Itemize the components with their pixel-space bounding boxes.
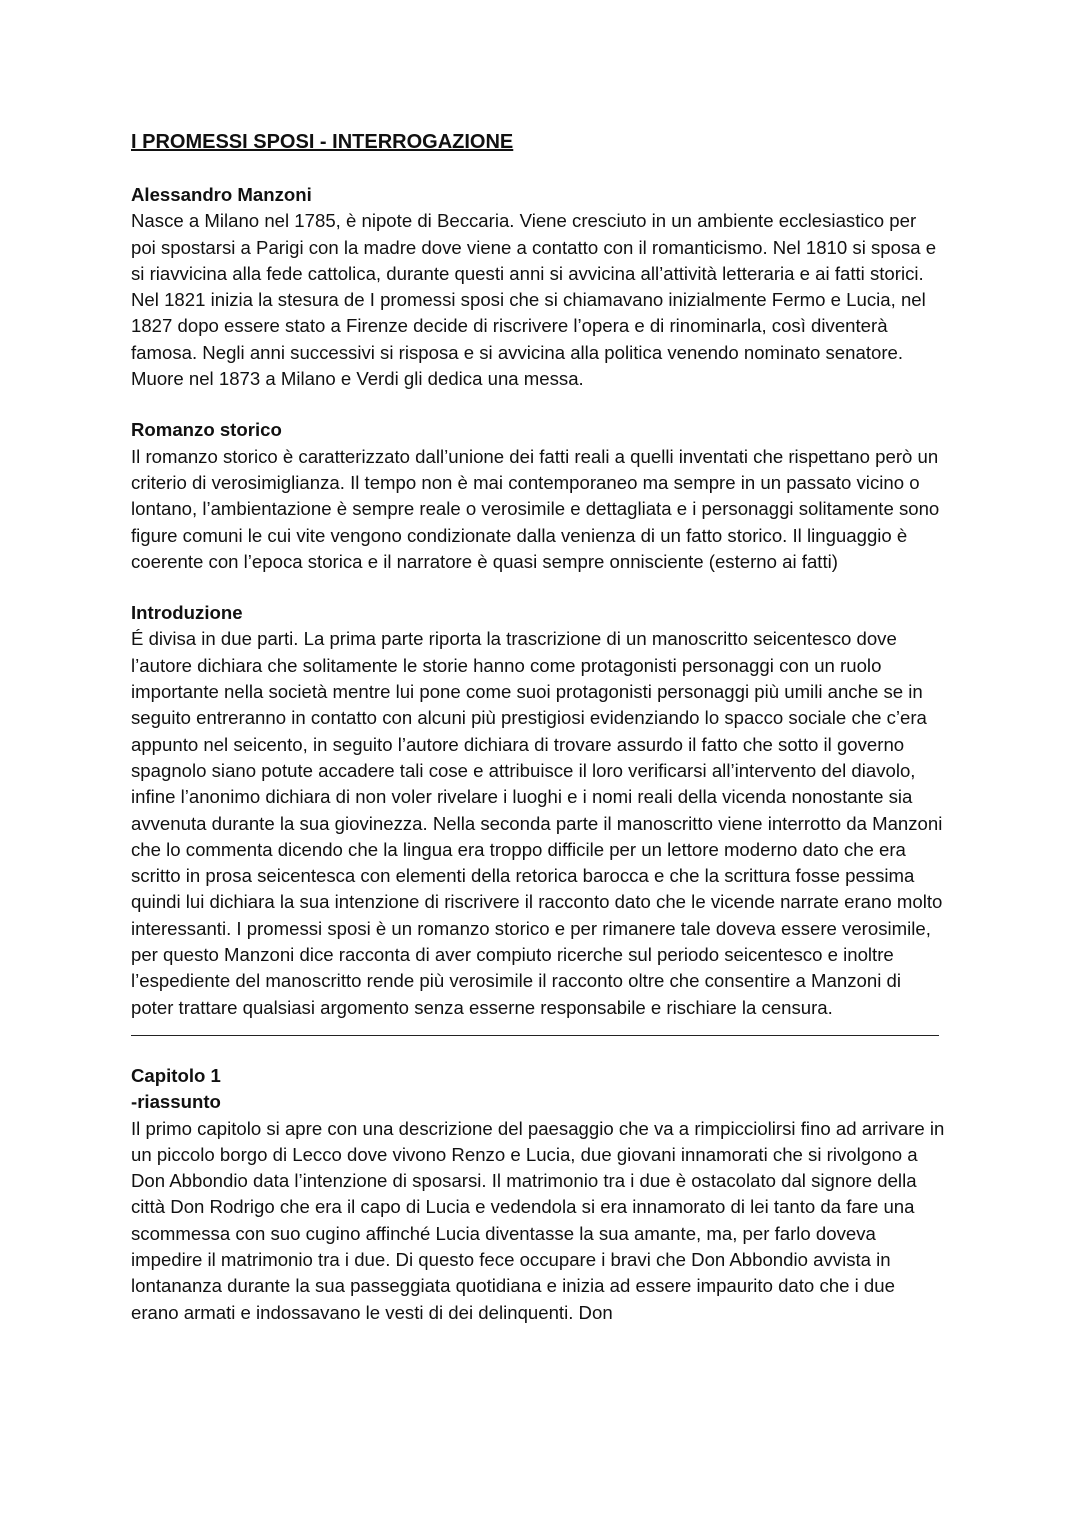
chapter-heading: Capitolo 1 (131, 1064, 221, 1086)
section-body-manzoni: Nasce a Milano nel 1785, è nipote di Beccaria. Viene cresciuto in un ambiente ecclesiastico per poi spostarsi a Parigi con la madre dove viene a contatto con il romanticismo. Nel 1810 si sposa e si riavvicina alla fede cattolica, durante questi anni si avvicina all’attività letteraria e ai fatti storici. Nel 1821 inizia la stesura de I promessi sposi che si chiamavano inizialmente Fermo e Lucia, nel 1827 dopo essere stato a Firenze decide di riscrivere l’opera e di rinominarla, così diventerà famosa. Negli anni successivi si risposa e si avvicina alla politica venendo nominato senatore. Muore nel 1873 a Milano e Verdi gli dedica una messa. (131, 210, 937, 390)
chapter-subheading: -riassunto (131, 1091, 221, 1113)
document-page (131, 128, 946, 1326)
section-body-introduzione: É divisa in due parti. La prima parte riporta la trascrizione di un manoscritto seicentesco dove l’autore dichiara che solitamente le storie hanno come protagonisti personaggi con un ruolo importante nella società mentre lui pone come suoi protagonisti personaggi più umili anche se in seguito entreranno in contatto con alcuni più prestigiosi evidenziando lo spacco sociale che c’era appunto nel seicento, in seguito l’autore dichiara di trovare assurdo il fatto che sotto il governo spagnolo siano potute accadere tali cose e attribuisce il loro verificarsi all’intervento del diavolo, infine l’anonimo dichiara di non voler rivelare i luoghi e i nomi reali della vicenda nonostante sia avvenuta durante la sua giovinezza. Nella seconda parte il manoscritto viene interrotto da Manzoni che lo commenta dicendo che la lingua era troppo difficile per un lettore moderno dato che era scritto in prosa seicentesca con elementi della retorica barocca e che la scrittura fosse pessima quindi lui dichiara la sua intenzione di riscrivere il racconto dato che le vicende narrate erano molto interessanti. I promessi sposi è un romanzo storico e per rimanere tale doveva essere verosimile, per questo Manzoni dice racconta di aver compiuto ricerche sul periodo seicentesco e inoltre l’espediente del manoscritto rende più verosimile il racconto oltre che consentire a Manzoni di poter trattare qualsiasi argomento senza esserne responsabile e rischiare la censura. (131, 628, 943, 1018)
section-heading-introduzione: Introduzione (131, 602, 243, 624)
section-body-romanzo-storico: Il romanzo storico è caratterizzato dall’unione dei fatti reali a quelli inventati che rispettano però un criterio di verosimiglianza. Il tempo non è mai contemporaneo ma sempre in un passato vicino o lontano, l’ambientazione è sempre reale o verosimile e dettagliata e i personaggi solitamente sono figure comuni le cui vite vengono condizionate dalla venienza di un fatto storico. Il linguaggio è coerente con l’epoca storica e il narratore è quasi sempre onnisciente (esterno ai fatti) (131, 445, 940, 572)
section-heading-manzoni: Alessandro Manzoni (131, 184, 312, 205)
document-title: I PROMESSI SPOSI - INTERROGAZIONE (131, 131, 514, 153)
section-heading-romanzo-storico: Romanzo storico (131, 419, 282, 441)
chapter-body: Il primo capitolo si apre con una descrizione del paesaggio che va a rimpicciolirsi fino ad arrivare in un piccolo borgo di Lecco dove vivono Renzo e Lucia, due giovani innamorati che si rivolgono a Don Abbondio data l’intenzione di sposarsi. Il matrimonio tra i due è ostacolato dal signore della città Don Rodrigo che era il capo di Lucia e vedendola si era innamorato di lei tanto da fare una scommessa con suo cugino affinché Lucia diventasse la sua amante, ma, per farlo doveva impedire il matrimonio tra i due. Di questo fece occupare i bravi che Don Abbondio avvista in lontananza durante la sua passeggiata quotidiana e inizia ad essere impaurito dato che i due erano armati e indossavano le vesti di dei delinquenti. Don (131, 1117, 945, 1323)
